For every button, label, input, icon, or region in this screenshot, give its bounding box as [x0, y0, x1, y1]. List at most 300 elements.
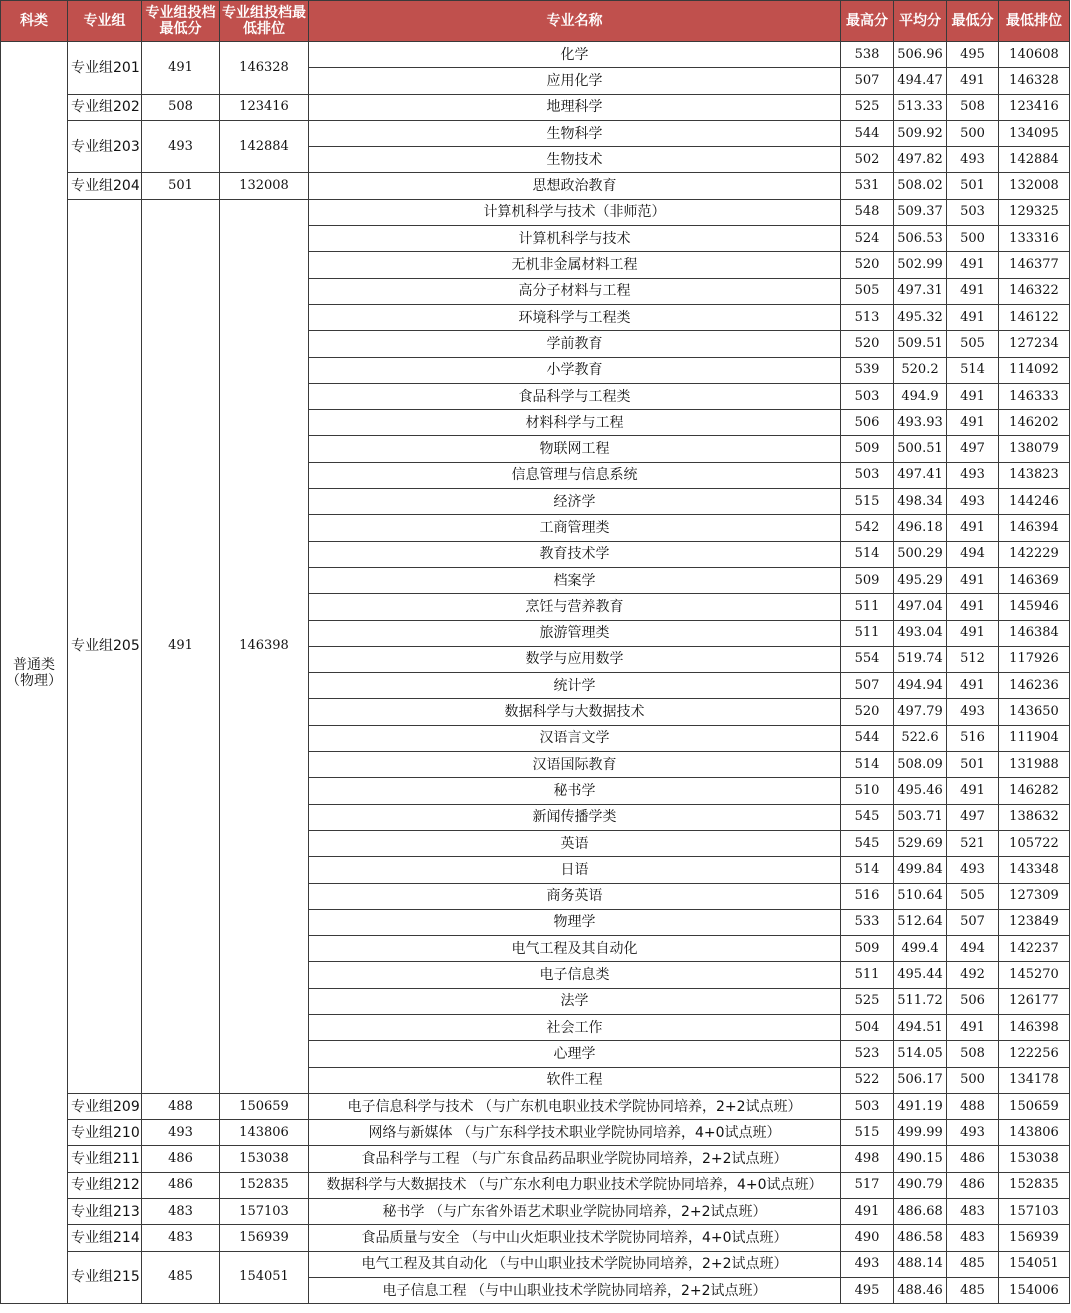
group-name-cell: 专业组210 [68, 1120, 142, 1146]
avg-score-cell: 496.18 [894, 515, 947, 541]
avg-score-cell: 493.93 [894, 410, 947, 436]
header-category: 科类 [1, 1, 68, 42]
min-score-cell: 491 [947, 778, 999, 804]
min-score-cell: 491 [947, 383, 999, 409]
min-rank-cell: 146328 [999, 68, 1070, 94]
max-score-cell: 542 [841, 515, 894, 541]
group-name-cell: 专业组202 [68, 94, 142, 120]
table-row [1, 42, 1070, 68]
min-rank-cell: 138632 [999, 804, 1070, 830]
major-name-cell: 物理学 [309, 909, 841, 935]
avg-score-cell: 494.94 [894, 673, 947, 699]
min-score-cell: 508 [947, 94, 999, 120]
min-rank-cell: 143806 [999, 1120, 1070, 1146]
max-score-cell: 539 [841, 357, 894, 383]
min-rank-cell: 146122 [999, 304, 1070, 330]
avg-score-cell: 500.29 [894, 541, 947, 567]
major-name-cell: 电子信息工程 （与中山职业技术学院协同培养，2+2试点班） [309, 1277, 841, 1303]
max-score-cell: 498 [841, 1146, 894, 1172]
major-name-cell: 工商管理类 [309, 515, 841, 541]
major-name-cell: 小学教育 [309, 357, 841, 383]
group-min-rank-cell: 143806 [220, 1120, 309, 1146]
avg-score-cell: 490.15 [894, 1146, 947, 1172]
min-rank-cell: 146322 [999, 278, 1070, 304]
min-score-cell: 491 [947, 515, 999, 541]
min-score-cell: 516 [947, 725, 999, 751]
min-score-cell: 521 [947, 830, 999, 856]
major-name-cell: 档案学 [309, 567, 841, 593]
max-score-cell: 533 [841, 909, 894, 935]
major-name-cell: 物联网工程 [309, 436, 841, 462]
min-score-cell: 508 [947, 1041, 999, 1067]
table-row [1, 1120, 1070, 1146]
min-score-cell: 503 [947, 199, 999, 225]
avg-score-cell: 509.37 [894, 199, 947, 225]
avg-score-cell: 498.34 [894, 489, 947, 515]
min-score-cell: 500 [947, 226, 999, 252]
avg-score-cell: 497.82 [894, 147, 947, 173]
min-rank-cell: 146377 [999, 252, 1070, 278]
max-score-cell: 509 [841, 936, 894, 962]
table-row [1, 1093, 1070, 1119]
min-score-cell: 488 [947, 1093, 999, 1119]
min-score-cell: 491 [947, 304, 999, 330]
group-name-cell: 专业组204 [68, 173, 142, 199]
table-row [1, 1225, 1070, 1251]
min-score-cell: 512 [947, 646, 999, 672]
major-name-cell: 商务英语 [309, 883, 841, 909]
avg-score-cell: 510.64 [894, 883, 947, 909]
min-rank-cell: 153038 [999, 1146, 1070, 1172]
max-score-cell: 491 [841, 1199, 894, 1225]
max-score-cell: 509 [841, 436, 894, 462]
table-row [1, 1172, 1070, 1198]
max-score-cell: 525 [841, 988, 894, 1014]
group-min-score-cell: 501 [142, 173, 220, 199]
max-score-cell: 504 [841, 1014, 894, 1040]
max-score-cell: 495 [841, 1277, 894, 1303]
group-min-score-cell: 486 [142, 1146, 220, 1172]
major-name-cell: 汉语言文学 [309, 725, 841, 751]
max-score-cell: 523 [841, 1041, 894, 1067]
group-min-score-cell: 483 [142, 1199, 220, 1225]
avg-score-cell: 502.99 [894, 252, 947, 278]
table-row [1, 94, 1070, 120]
major-name-cell: 秘书学 [309, 778, 841, 804]
header-max-score: 最高分 [841, 1, 894, 42]
header-min-rank: 最低排位 [999, 1, 1070, 42]
min-score-cell: 493 [947, 1120, 999, 1146]
avg-score-cell: 499.99 [894, 1120, 947, 1146]
major-name-cell: 信息管理与信息系统 [309, 462, 841, 488]
avg-score-cell: 529.69 [894, 830, 947, 856]
avg-score-cell: 511.72 [894, 988, 947, 1014]
major-name-cell: 旅游管理类 [309, 620, 841, 646]
max-score-cell: 505 [841, 278, 894, 304]
group-min-score-cell: 508 [142, 94, 220, 120]
major-name-cell: 无机非金属材料工程 [309, 252, 841, 278]
major-name-cell: 烹饪与营养教育 [309, 594, 841, 620]
avg-score-cell: 486.58 [894, 1225, 947, 1251]
table-body [1, 42, 1070, 1304]
group-min-rank-cell: 150659 [220, 1093, 309, 1119]
avg-score-cell: 491.19 [894, 1093, 947, 1119]
group-min-rank-cell: 146328 [220, 42, 309, 95]
major-name-cell: 法学 [309, 988, 841, 1014]
major-name-cell: 高分子材料与工程 [309, 278, 841, 304]
min-rank-cell: 142237 [999, 936, 1070, 962]
major-name-cell: 秘书学 （与广东省外语艺术职业学院协同培养，2+2试点班） [309, 1199, 841, 1225]
min-rank-cell: 150659 [999, 1093, 1070, 1119]
major-name-cell: 计算机科学与技术 [309, 226, 841, 252]
avg-score-cell: 520.2 [894, 357, 947, 383]
avg-score-cell: 494.9 [894, 383, 947, 409]
table-row [1, 199, 1070, 225]
major-name-cell: 新闻传播学类 [309, 804, 841, 830]
min-rank-cell: 146369 [999, 567, 1070, 593]
min-rank-cell: 123849 [999, 909, 1070, 935]
group-name-cell: 专业组201 [68, 42, 142, 95]
min-score-cell: 494 [947, 541, 999, 567]
avg-score-cell: 488.14 [894, 1251, 947, 1277]
group-name-cell: 专业组214 [68, 1225, 142, 1251]
min-rank-cell: 146236 [999, 673, 1070, 699]
max-score-cell: 515 [841, 1120, 894, 1146]
avg-score-cell: 497.31 [894, 278, 947, 304]
max-score-cell: 511 [841, 620, 894, 646]
max-score-cell: 490 [841, 1225, 894, 1251]
max-score-cell: 510 [841, 778, 894, 804]
group-min-score-cell: 491 [142, 199, 220, 1093]
min-score-cell: 514 [947, 357, 999, 383]
group-min-rank-cell: 154051 [220, 1251, 309, 1304]
min-rank-cell: 134178 [999, 1067, 1070, 1093]
table-header-row [1, 1, 1070, 42]
major-name-cell: 心理学 [309, 1041, 841, 1067]
min-score-cell: 505 [947, 883, 999, 909]
avg-score-cell: 509.51 [894, 331, 947, 357]
avg-score-cell: 522.6 [894, 725, 947, 751]
group-name-cell: 专业组205 [68, 199, 142, 1093]
max-score-cell: 507 [841, 68, 894, 94]
min-rank-cell: 122256 [999, 1041, 1070, 1067]
min-rank-cell: 154006 [999, 1277, 1070, 1303]
min-score-cell: 493 [947, 462, 999, 488]
min-score-cell: 493 [947, 857, 999, 883]
group-min-score-cell: 491 [142, 42, 220, 95]
min-rank-cell: 146202 [999, 410, 1070, 436]
table-row [1, 1199, 1070, 1225]
major-name-cell: 思想政治教育 [309, 173, 841, 199]
category-cell: 普通类（物理） [1, 42, 68, 1304]
max-score-cell: 514 [841, 857, 894, 883]
min-score-cell: 485 [947, 1277, 999, 1303]
group-name-cell: 专业组209 [68, 1093, 142, 1119]
min-rank-cell: 117926 [999, 646, 1070, 672]
group-min-score-cell: 485 [142, 1251, 220, 1304]
min-score-cell: 493 [947, 489, 999, 515]
group-min-rank-cell: 146398 [220, 199, 309, 1093]
max-score-cell: 516 [841, 883, 894, 909]
major-name-cell: 材料科学与工程 [309, 410, 841, 436]
max-score-cell: 513 [841, 304, 894, 330]
min-score-cell: 491 [947, 278, 999, 304]
min-rank-cell: 131988 [999, 752, 1070, 778]
group-min-rank-cell: 156939 [220, 1225, 309, 1251]
avg-score-cell: 509.92 [894, 120, 947, 146]
min-score-cell: 486 [947, 1146, 999, 1172]
avg-score-cell: 488.46 [894, 1277, 947, 1303]
avg-score-cell: 519.74 [894, 646, 947, 672]
major-name-cell: 地理科学 [309, 94, 841, 120]
min-rank-cell: 152835 [999, 1172, 1070, 1198]
avg-score-cell: 508.02 [894, 173, 947, 199]
major-name-cell: 电气工程及其自动化 [309, 936, 841, 962]
min-rank-cell: 127234 [999, 331, 1070, 357]
group-min-rank-cell: 152835 [220, 1172, 309, 1198]
avg-score-cell: 493.04 [894, 620, 947, 646]
avg-score-cell: 494.47 [894, 68, 947, 94]
group-min-score-cell: 493 [142, 120, 220, 173]
min-score-cell: 493 [947, 699, 999, 725]
min-score-cell: 491 [947, 594, 999, 620]
major-name-cell: 经济学 [309, 489, 841, 515]
min-rank-cell: 145270 [999, 962, 1070, 988]
min-rank-cell: 123416 [999, 94, 1070, 120]
min-rank-cell: 143650 [999, 699, 1070, 725]
avg-score-cell: 499.4 [894, 936, 947, 962]
group-min-score-cell: 488 [142, 1093, 220, 1119]
group-name-cell: 专业组212 [68, 1172, 142, 1198]
min-rank-cell: 127309 [999, 883, 1070, 909]
max-score-cell: 507 [841, 673, 894, 699]
header-avg-score: 平均分 [894, 1, 947, 42]
max-score-cell: 511 [841, 962, 894, 988]
group-min-score-cell: 483 [142, 1225, 220, 1251]
major-name-cell: 社会工作 [309, 1014, 841, 1040]
min-rank-cell: 142229 [999, 541, 1070, 567]
max-score-cell: 517 [841, 1172, 894, 1198]
major-name-cell: 学前教育 [309, 331, 841, 357]
major-name-cell: 数学与应用数学 [309, 646, 841, 672]
min-score-cell: 497 [947, 436, 999, 462]
max-score-cell: 493 [841, 1251, 894, 1277]
avg-score-cell: 512.64 [894, 909, 947, 935]
min-rank-cell: 146398 [999, 1014, 1070, 1040]
min-rank-cell: 154051 [999, 1251, 1070, 1277]
min-score-cell: 492 [947, 962, 999, 988]
min-score-cell: 507 [947, 909, 999, 935]
max-score-cell: 509 [841, 567, 894, 593]
major-name-cell: 环境科学与工程类 [309, 304, 841, 330]
min-score-cell: 483 [947, 1199, 999, 1225]
avg-score-cell: 508.09 [894, 752, 947, 778]
table-row [1, 1146, 1070, 1172]
max-score-cell: 520 [841, 699, 894, 725]
major-name-cell: 教育技术学 [309, 541, 841, 567]
min-score-cell: 491 [947, 620, 999, 646]
avg-score-cell: 513.33 [894, 94, 947, 120]
max-score-cell: 511 [841, 594, 894, 620]
avg-score-cell: 495.46 [894, 778, 947, 804]
min-score-cell: 501 [947, 752, 999, 778]
avg-score-cell: 486.68 [894, 1199, 947, 1225]
avg-score-cell: 495.44 [894, 962, 947, 988]
max-score-cell: 545 [841, 830, 894, 856]
min-score-cell: 491 [947, 410, 999, 436]
avg-score-cell: 506.53 [894, 226, 947, 252]
min-rank-cell: 126177 [999, 988, 1070, 1014]
major-name-cell: 统计学 [309, 673, 841, 699]
max-score-cell: 506 [841, 410, 894, 436]
major-name-cell: 网络与新媒体 （与广东科学技术职业学院协同培养，4+0试点班） [309, 1120, 841, 1146]
max-score-cell: 525 [841, 94, 894, 120]
max-score-cell: 515 [841, 489, 894, 515]
header-group-min-rank: 专业组投档最低排位 [220, 1, 309, 42]
min-rank-cell: 134095 [999, 120, 1070, 146]
avg-score-cell: 499.84 [894, 857, 947, 883]
max-score-cell: 502 [841, 147, 894, 173]
min-rank-cell: 132008 [999, 173, 1070, 199]
table-row [1, 120, 1070, 146]
min-rank-cell: 143823 [999, 462, 1070, 488]
max-score-cell: 531 [841, 173, 894, 199]
avg-score-cell: 503.71 [894, 804, 947, 830]
group-name-cell: 专业组203 [68, 120, 142, 173]
major-name-cell: 数据科学与大数据技术 [309, 699, 841, 725]
max-score-cell: 545 [841, 804, 894, 830]
min-rank-cell: 138079 [999, 436, 1070, 462]
min-score-cell: 491 [947, 567, 999, 593]
max-score-cell: 503 [841, 1093, 894, 1119]
avg-score-cell: 495.29 [894, 567, 947, 593]
group-min-rank-cell: 142884 [220, 120, 309, 173]
max-score-cell: 514 [841, 752, 894, 778]
min-rank-cell: 146394 [999, 515, 1070, 541]
major-name-cell: 汉语国际教育 [309, 752, 841, 778]
min-score-cell: 493 [947, 147, 999, 173]
min-rank-cell: 140608 [999, 42, 1070, 68]
avg-score-cell: 497.04 [894, 594, 947, 620]
min-score-cell: 491 [947, 1014, 999, 1040]
min-score-cell: 491 [947, 68, 999, 94]
header-min-score: 最低分 [947, 1, 999, 42]
max-score-cell: 544 [841, 725, 894, 751]
max-score-cell: 538 [841, 42, 894, 68]
max-score-cell: 544 [841, 120, 894, 146]
major-name-cell: 生物科学 [309, 120, 841, 146]
group-name-cell: 专业组213 [68, 1199, 142, 1225]
header-major: 专业名称 [309, 1, 841, 42]
avg-score-cell: 495.32 [894, 304, 947, 330]
group-min-score-cell: 486 [142, 1172, 220, 1198]
max-score-cell: 520 [841, 331, 894, 357]
max-score-cell: 524 [841, 226, 894, 252]
major-name-cell: 生物技术 [309, 147, 841, 173]
avg-score-cell: 497.41 [894, 462, 947, 488]
min-rank-cell: 144246 [999, 489, 1070, 515]
max-score-cell: 548 [841, 199, 894, 225]
min-rank-cell: 114092 [999, 357, 1070, 383]
min-score-cell: 494 [947, 936, 999, 962]
table-row [1, 173, 1070, 199]
min-score-cell: 486 [947, 1172, 999, 1198]
min-rank-cell: 145946 [999, 594, 1070, 620]
min-rank-cell: 157103 [999, 1199, 1070, 1225]
min-score-cell: 505 [947, 331, 999, 357]
min-rank-cell: 143348 [999, 857, 1070, 883]
major-name-cell: 食品科学与工程 （与广东食品药品职业学院协同培养，2+2试点班） [309, 1146, 841, 1172]
min-rank-cell: 146384 [999, 620, 1070, 646]
min-score-cell: 491 [947, 252, 999, 278]
group-min-rank-cell: 123416 [220, 94, 309, 120]
group-min-rank-cell: 153038 [220, 1146, 309, 1172]
max-score-cell: 503 [841, 462, 894, 488]
min-rank-cell: 156939 [999, 1225, 1070, 1251]
min-score-cell: 501 [947, 173, 999, 199]
major-name-cell: 英语 [309, 830, 841, 856]
min-score-cell: 500 [947, 120, 999, 146]
major-name-cell: 软件工程 [309, 1067, 841, 1093]
major-name-cell: 食品质量与安全 （与中山火炬职业技术学院协同培养，4+0试点班） [309, 1225, 841, 1251]
max-score-cell: 554 [841, 646, 894, 672]
group-min-rank-cell: 132008 [220, 173, 309, 199]
max-score-cell: 514 [841, 541, 894, 567]
min-score-cell: 491 [947, 673, 999, 699]
major-name-cell: 计算机科学与技术（非师范） [309, 199, 841, 225]
max-score-cell: 522 [841, 1067, 894, 1093]
min-score-cell: 497 [947, 804, 999, 830]
major-name-cell: 日语 [309, 857, 841, 883]
major-name-cell: 化学 [309, 42, 841, 68]
min-score-cell: 500 [947, 1067, 999, 1093]
major-name-cell: 电子信息类 [309, 962, 841, 988]
min-score-cell: 485 [947, 1251, 999, 1277]
avg-score-cell: 497.79 [894, 699, 947, 725]
min-score-cell: 506 [947, 988, 999, 1014]
group-name-cell: 专业组215 [68, 1251, 142, 1304]
avg-score-cell: 506.96 [894, 42, 947, 68]
avg-score-cell: 494.51 [894, 1014, 947, 1040]
avg-score-cell: 500.51 [894, 436, 947, 462]
major-name-cell: 电气工程及其自动化 （与中山职业技术学院协同培养，2+2试点班） [309, 1251, 841, 1277]
avg-score-cell: 490.79 [894, 1172, 947, 1198]
header-group-min-score: 专业组投档最低分 [142, 1, 220, 42]
group-name-cell: 专业组211 [68, 1146, 142, 1172]
max-score-cell: 520 [841, 252, 894, 278]
min-score-cell: 483 [947, 1225, 999, 1251]
min-rank-cell: 133316 [999, 226, 1070, 252]
min-rank-cell: 146282 [999, 778, 1070, 804]
header-group: 专业组 [68, 1, 142, 42]
min-rank-cell: 146333 [999, 383, 1070, 409]
major-name-cell: 应用化学 [309, 68, 841, 94]
group-min-rank-cell: 157103 [220, 1199, 309, 1225]
min-rank-cell: 105722 [999, 830, 1070, 856]
min-rank-cell: 111904 [999, 725, 1070, 751]
table-row [1, 1251, 1070, 1277]
group-min-score-cell: 493 [142, 1120, 220, 1146]
avg-score-cell: 506.17 [894, 1067, 947, 1093]
min-rank-cell: 129325 [999, 199, 1070, 225]
max-score-cell: 503 [841, 383, 894, 409]
major-name-cell: 食品科学与工程类 [309, 383, 841, 409]
major-name-cell: 数据科学与大数据技术 （与广东水利电力职业技术学院协同培养，4+0试点班） [309, 1172, 841, 1198]
major-name-cell: 电子信息科学与技术 （与广东机电职业技术学院协同培养，2+2试点班） [309, 1093, 841, 1119]
min-score-cell: 495 [947, 42, 999, 68]
min-rank-cell: 142884 [999, 147, 1070, 173]
avg-score-cell: 514.05 [894, 1041, 947, 1067]
